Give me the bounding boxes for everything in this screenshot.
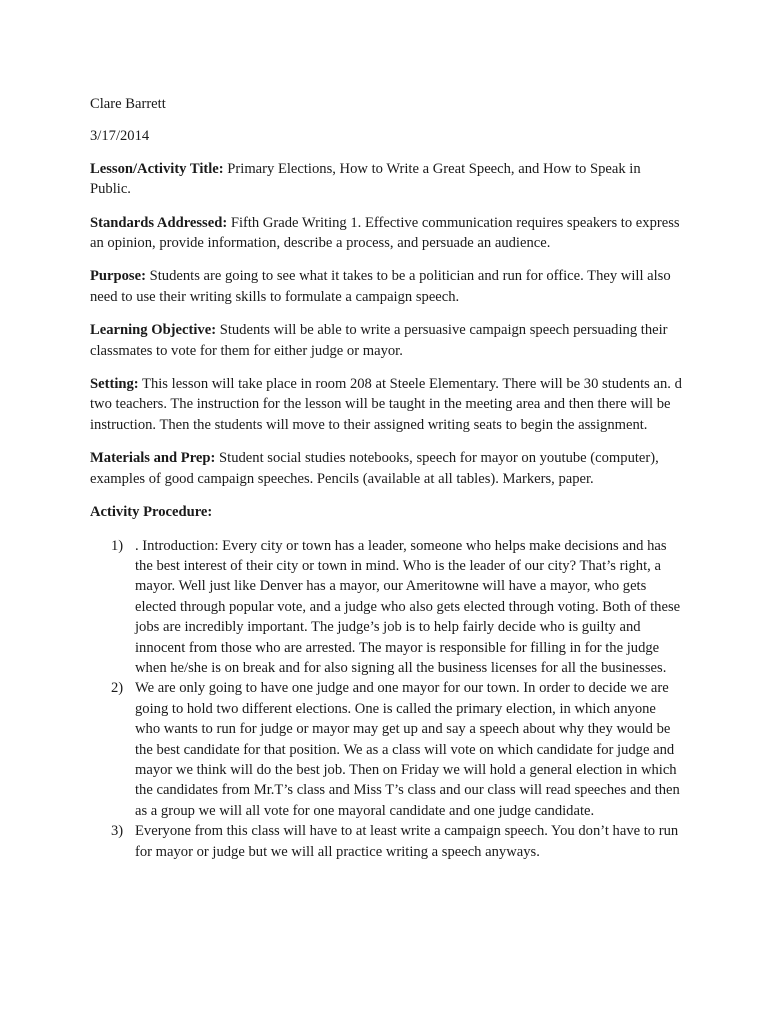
section-lesson-title bbox=[90, 159, 684, 200]
list-item bbox=[90, 678, 684, 821]
section-text: Primary Elections, How to Write a Great Speech, and How to Speak in Public. bbox=[90, 160, 641, 198]
procedure-list bbox=[90, 536, 684, 863]
section-standards bbox=[90, 213, 684, 254]
section-setting bbox=[90, 374, 684, 435]
section-label: Learning Objective: bbox=[90, 322, 217, 339]
section-label: Materials and Prep: bbox=[90, 450, 216, 467]
section-learning-objective bbox=[90, 320, 684, 361]
list-item-text: . Introduction: Every city or town has a leader, someone who helps make decisions and has the best interest of their city or town in mind. Who is the leader of our city? That’s right, a mayor. Well just like Denver has a mayor, our Ameritowne will have a mayor, who gets elected through popular vote, and a judge who also gets elected through voting. Both of these jobs are incredibly important. The judge’s job is to help fairly decide who is guilty and innocent from those who are arrested. The mayor is responsible for filling in for the judge when he/she is on break and for also signing all the business licenses for all the businesses. bbox=[135, 537, 681, 676]
section-label: Lesson/Activity Title: bbox=[90, 160, 224, 177]
section-text: This lesson will take place in room 208 at Steele Elementary. There will be 30 students an. d two teachers. The instruction for the lesson will be taught in the meeting area and then there will be instruction. Then the students will move to their assigned writing seats to begin the assignment. bbox=[90, 376, 682, 433]
section-materials bbox=[90, 448, 684, 489]
author-name: Clare Barrett bbox=[90, 96, 166, 112]
list-item-text: We are only going to have one judge and one mayor for our town. In order to decide we are going to hold two different elections. One is called the primary election, in which anyone who wants to run for judge or mayor may get up and say a speech about why they would be the best candidate for that position. We as a class will vote on which candidate for judge and mayor we think will do the best job. Then on Friday we will hold a general election in which the candidates from Mr.T’s class and Miss T’s class and our class will read speeches and then as a group we will all vote for one mayoral candidate and one judge candidate. bbox=[135, 680, 680, 819]
section-text: Students are going to see what it takes to be a politician and run for office. They will also need to use their writing skills to formulate a campaign speech. bbox=[90, 268, 671, 305]
list-item-number: 3) bbox=[111, 823, 124, 840]
list-item-number: 1) bbox=[111, 537, 124, 554]
list-item-number: 2) bbox=[111, 680, 124, 697]
list-item-text: Everyone from this class will have to at least write a campaign speech. You don’t have to run for mayor or judge but we will all practice writing a speech anyways. bbox=[135, 823, 679, 860]
section-label: Setting: bbox=[90, 376, 139, 393]
document-date: 3/17/2014 bbox=[90, 128, 150, 145]
list-item bbox=[90, 821, 684, 862]
section-text: Students will be able to write a persuasive campaign speech persuading their classmates to vote for them for either judge or mayor. bbox=[90, 322, 668, 359]
list-item bbox=[90, 536, 684, 679]
section-label: Purpose: bbox=[90, 268, 146, 285]
section-text: Fifth Grade Writing 1. Effective communication requires speakers to express an opinion, provide information, describe a process, and persuade an audience. bbox=[90, 214, 680, 252]
section-purpose bbox=[90, 266, 684, 307]
section-label: Standards Addressed: bbox=[90, 214, 228, 231]
section-text: Student social studies notebooks, speech for mayor on youtube (computer), examples of good campaign speeches. Pencils (available at all tables). Markers, paper. bbox=[90, 450, 659, 487]
procedure-heading: Activity Procedure: bbox=[90, 504, 213, 521]
